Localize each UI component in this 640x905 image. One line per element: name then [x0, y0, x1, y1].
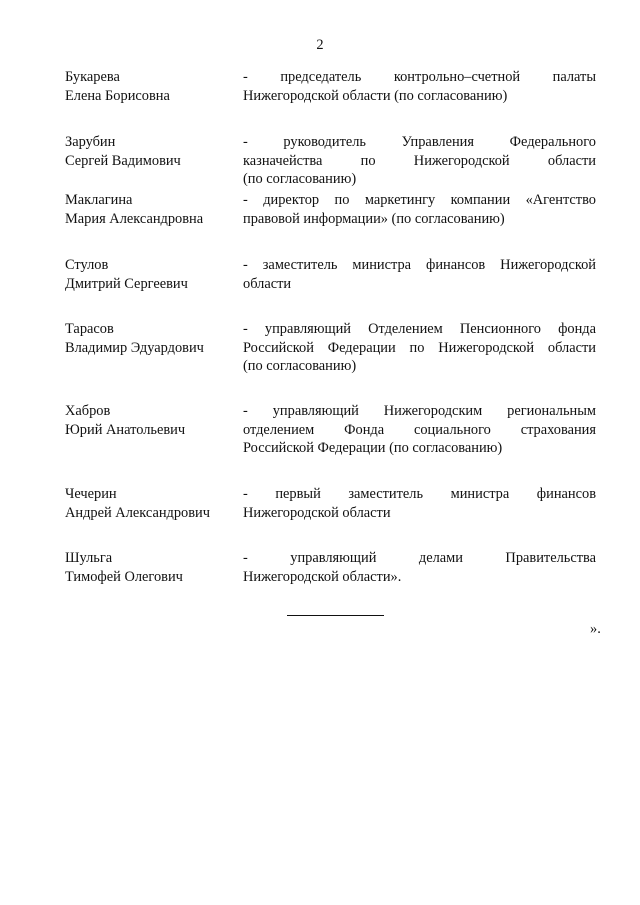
closing-quote-mark: ».	[590, 621, 601, 637]
member-role	[243, 320, 596, 376]
member-name	[65, 133, 235, 170]
member-name	[65, 485, 235, 522]
role-line: - заместитель министра финансов Нижегородской	[243, 257, 596, 273]
member-name	[65, 256, 235, 293]
member-surname: Зарубин	[65, 134, 116, 150]
member-role	[243, 68, 596, 105]
role-line: - управляющий Отделением Пенсионного фонда	[243, 321, 596, 337]
member-name	[65, 68, 235, 105]
role-line: Российской Федерации по Нижегородской области	[243, 339, 596, 356]
role-line: - первый заместитель министра финансов	[243, 486, 596, 502]
member-surname: Букарева	[65, 69, 120, 85]
member-role	[243, 256, 596, 293]
member-name	[65, 549, 235, 586]
role-line: - управляющий делами Правительства	[243, 550, 596, 566]
member-surname: Маклагина	[65, 192, 133, 208]
role-line: (по согласованию)	[243, 358, 357, 374]
member-role	[243, 191, 596, 228]
member-given-name: Тимофей Олегович	[65, 568, 183, 585]
member-surname: Шульга	[65, 550, 113, 566]
member-given-name: Мария Александровна	[65, 210, 204, 227]
role-line: - руководитель Управления Федерального	[243, 134, 596, 150]
role-line: правовой информации» (по согласованию)	[243, 210, 505, 227]
role-line: - директор по маркетингу компании «Агентство	[243, 192, 596, 208]
member-given-name: Андрей Александрович	[65, 504, 210, 521]
member-name	[65, 320, 235, 357]
member-given-name: Владимир Эдуардович	[65, 339, 204, 356]
role-line: Нижегородской области (по согласованию)	[243, 87, 508, 104]
member-role	[243, 402, 596, 458]
role-line: Российской Федерации (по согласованию)	[243, 440, 503, 456]
member-surname: Чечерин	[65, 486, 117, 502]
role-line: казначейства по Нижегородской области	[243, 152, 596, 169]
role-line: Нижегородской области».	[243, 568, 402, 585]
member-role	[243, 485, 596, 522]
member-role	[243, 549, 596, 586]
role-line: области	[243, 275, 292, 292]
member-given-name: Юрий Анатольевич	[65, 421, 186, 438]
member-given-name: Дмитрий Сергеевич	[65, 275, 188, 292]
role-line: (по согласованию)	[243, 171, 357, 187]
role-line: - председатель контрольно–счетной палаты	[243, 69, 596, 85]
role-line: - управляющий Нижегородским региональным	[243, 403, 596, 419]
member-role	[243, 133, 596, 189]
member-name	[65, 191, 235, 228]
member-name	[65, 402, 235, 439]
member-surname: Тарасов	[65, 321, 114, 337]
role-line: отделением Фонда социального страхования	[243, 421, 596, 438]
member-given-name: Елена Борисовна	[65, 87, 170, 104]
section-divider-line	[287, 615, 384, 616]
page-number: 2	[316, 37, 324, 53]
member-surname: Стулов	[65, 257, 109, 273]
member-given-name: Сергей Вадимович	[65, 152, 181, 169]
role-line: Нижегородской области	[243, 504, 391, 521]
member-surname: Хабров	[65, 403, 111, 419]
